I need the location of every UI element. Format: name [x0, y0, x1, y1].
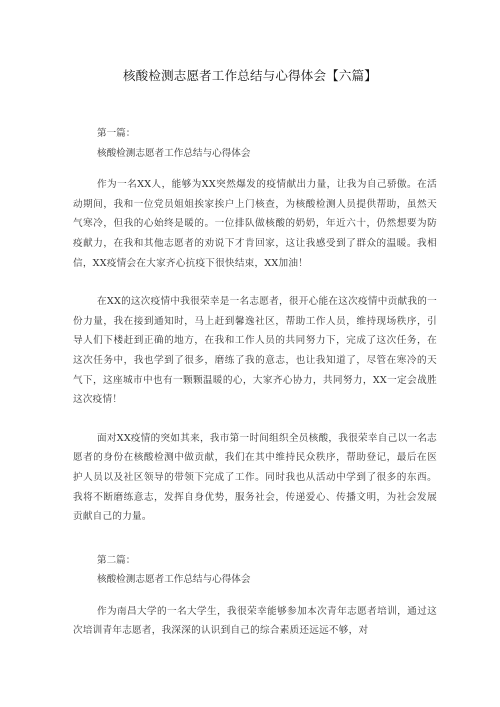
document-body [73, 124, 437, 660]
section-subheading: 核酸检测志愿者工作总结与心得体会 [97, 574, 251, 586]
document-title: 核酸检测志愿者工作总结与心得体会【六篇】 [122, 68, 377, 83]
section-2 [73, 551, 437, 641]
section-1 [73, 124, 437, 527]
paragraph: 作为南昌大学的一名大学生，我很荣幸能够参加本次青年志愿者培训，通过这次培训青年志愿者，我深深的认识到自己的综合素质还远远不够，对 [73, 605, 437, 637]
section-heading: 第一篇： [97, 128, 136, 139]
section-heading: 第二篇： [97, 554, 136, 566]
paragraph: 在XX的这次疫情中我很荣幸是一名志愿者，很开心能在这次疫情中贡献我的一份力量，我在接到通知时，马上赶到馨逸社区，帮助工作人员，维持现场秩序，引导人们下楼赶到正确的地方，在我和工作人员的共同努力下，完成了这次任务，在这次任务中，我也学到了很多，磨练了我的意志，也让我知道了，尽管在寒冷的天气下，这座城市中也有一颗颗温暖的心，大家齐心协力，共同努力，XX一定会战胜这次疫情！ [73, 296, 437, 406]
section-subheading: 核酸检测志愿者工作总结与心得体会 [97, 147, 251, 159]
paragraph: 作为一名XX人，能够为XX突然爆发的疫情献出力量，让我为自己骄傲。在活动期间，我和一位党员姐姐挨家挨户上门核查，为核酸检测人员提供帮助，虽然天气寒冷，但我的心始终是暖的。一位排队做核酸的奶奶，年近六十，仍然想要为防疫献力，在我和其他志愿者的劝说下才肯回家，这让我感受到了群众的温暖。我相信，XX疫情会在大家齐心抗疫下很快结束，XX加油！ [73, 179, 437, 269]
paragraph: 面对XX疫情的突如其来，我市第一时间组织全员核酸，我很荣幸自己以一名志愿者的身份在核酸检测中做贡献，我们在其中维持民众秩序，帮助登记，最后在医护人员以及社区领导的带领下完成了工作。同时我也从活动中学到了很多的东西。我将不断磨练意志，发挥自身优势，服务社会，传递爱心、传播文明，为社会发展贡献自己的力量。 [73, 432, 437, 523]
